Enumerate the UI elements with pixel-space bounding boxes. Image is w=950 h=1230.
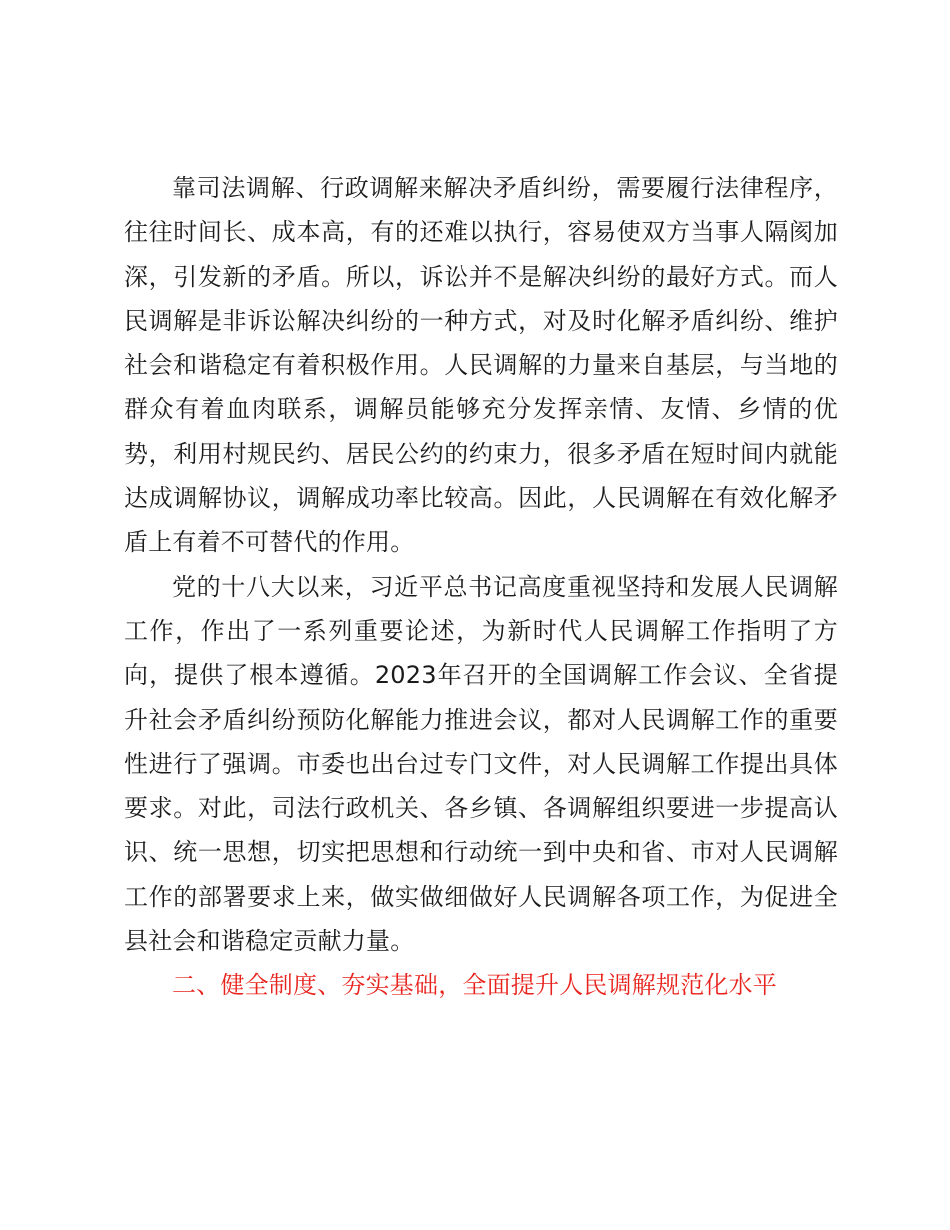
body-paragraph-2: 党的十八大以来，习近平总书记高度重视坚持和发展人民调解工作，作出了一系列重要论述，为新时代人民调解工作指明了方向，提供了根本遵循。2023年召开的全国调解工作会议、全省提升社会矛盾纠纷预防化解能力推进会议，都对人民调解工作的重要性进行了强调。市委也出台过专门文件，对人民调解工作提出具体要求。对此，司法行政机关、各乡镇、各调解组织要进一步提高认识、统一思想，切实把思想和行动统一到中央和省、市对人民调解工作的部署要求上来，做实做细做好人民调解各项工作，为促进全县社会和谐稳定贡献力量。 xyxy=(124,572,838,956)
document-page xyxy=(124,166,838,1008)
body-paragraph-1: 靠司法调解、行政调解来解决矛盾纠纷，需要履行法律程序，往往时间长、成本高，有的还难以执行，容易使双方当事人隔阂加深，引发新的矛盾。所以，诉讼并不是解决纠纷的最好方式。而人民调解是非诉讼解决纠纷的一种方式，对及时化解矛盾纠纷、维护社会和谐稳定有着积极作用。人民调解的力量来自基层，与当地的群众有着血肉联系，调解员能够充分发挥亲情、友情、乡情的优势，利用村规民约、居民公约的约束力，很多矛盾在短时间内就能达成调解协议，调解成功率比较高。因此，人民调解在有效化解矛盾上有着不可替代的作用。 xyxy=(124,174,838,557)
section-heading: 二、健全制度、夯实基础，全面提升人民调解规范化水平 xyxy=(172,971,777,1000)
